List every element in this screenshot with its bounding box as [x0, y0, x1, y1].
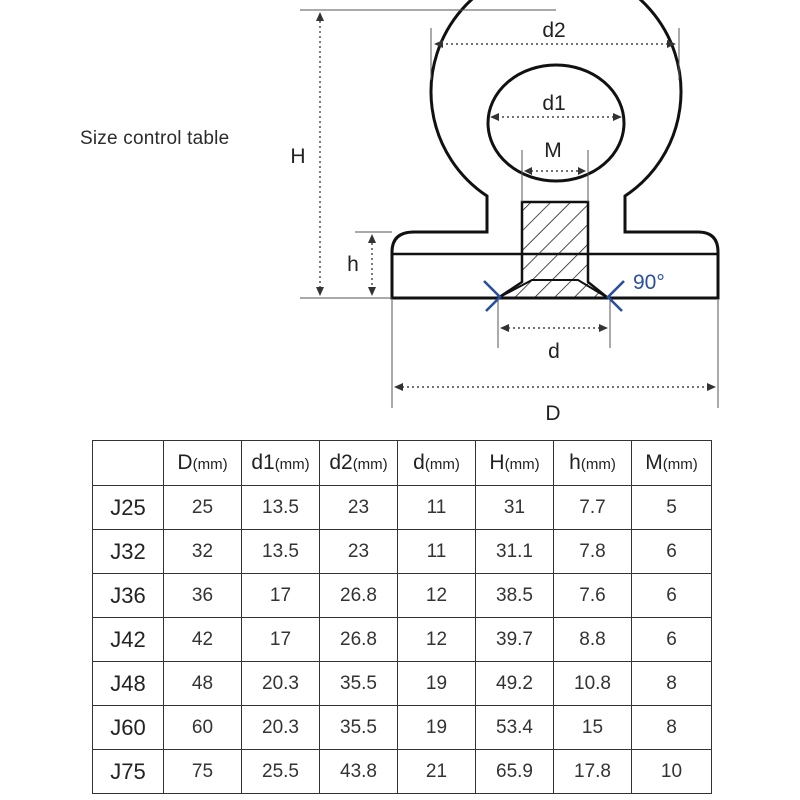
arrow-h-bottom — [368, 287, 376, 296]
cell-d1: 20.3 — [242, 662, 320, 706]
cell-d2: 23 — [320, 530, 398, 574]
cell-D: 25 — [164, 486, 242, 530]
cell-M: 6 — [632, 574, 712, 618]
label-d1: d1 — [542, 92, 566, 115]
caption: Size control table — [80, 128, 230, 149]
cell-d1: 13.5 — [242, 486, 320, 530]
cell-d: 11 — [398, 530, 476, 574]
table-row — [93, 706, 712, 750]
cell-M: 6 — [632, 618, 712, 662]
cell-h: 7.6 — [554, 574, 632, 618]
cell-d2: 26.8 — [320, 574, 398, 618]
ring-hole — [488, 65, 624, 181]
label-D: D — [545, 402, 561, 425]
cell-model: J60 — [93, 706, 164, 750]
table-row — [93, 486, 712, 530]
table-row — [93, 574, 712, 618]
arrow-D-right — [707, 383, 716, 391]
cell-h: 7.8 — [554, 530, 632, 574]
cell-d: 11 — [398, 486, 476, 530]
cell-h: 10.8 — [554, 662, 632, 706]
cell-h: 15 — [554, 706, 632, 750]
cell-model: J36 — [93, 574, 164, 618]
table-row — [93, 618, 712, 662]
cell-D: 36 — [164, 574, 242, 618]
arrow-h-top — [368, 234, 376, 243]
table-header-row — [93, 441, 712, 486]
cell-M: 6 — [632, 530, 712, 574]
cell-model: J75 — [93, 750, 164, 794]
cell-d1: 13.5 — [242, 530, 320, 574]
cell-H: 49.2 — [476, 662, 554, 706]
cell-H: 31.1 — [476, 530, 554, 574]
cell-H: 65.9 — [476, 750, 554, 794]
cell-H: 38.5 — [476, 574, 554, 618]
header-D: D(mm) — [164, 441, 242, 486]
cell-d1: 17 — [242, 574, 320, 618]
arrow-H-bottom — [316, 287, 324, 296]
cell-h: 7.7 — [554, 486, 632, 530]
cell-M: 10 — [632, 750, 712, 794]
cell-M: 5 — [632, 486, 712, 530]
header-d2: d2(mm) — [320, 441, 398, 486]
table-row — [93, 662, 712, 706]
arrow-H-top — [316, 12, 324, 21]
table-row — [93, 750, 712, 794]
cell-d: 19 — [398, 662, 476, 706]
cell-d: 19 — [398, 706, 476, 750]
label-H: H — [290, 145, 306, 168]
cell-d1: 17 — [242, 618, 320, 662]
cell-H: 31 — [476, 486, 554, 530]
table-row — [93, 530, 712, 574]
label-d2: d2 — [542, 19, 566, 42]
cell-D: 60 — [164, 706, 242, 750]
cell-D: 42 — [164, 618, 242, 662]
cell-d2: 26.8 — [320, 618, 398, 662]
header-H: H(mm) — [476, 441, 554, 486]
arrow-D-left — [394, 383, 403, 391]
cell-d: 12 — [398, 618, 476, 662]
label-d: d — [548, 340, 560, 363]
cell-H: 53.4 — [476, 706, 554, 750]
cell-model: J25 — [93, 486, 164, 530]
cell-model: J32 — [93, 530, 164, 574]
cell-d: 12 — [398, 574, 476, 618]
cell-M: 8 — [632, 706, 712, 750]
label-h: h — [347, 253, 359, 276]
cell-D: 75 — [164, 750, 242, 794]
cell-H: 39.7 — [476, 618, 554, 662]
cell-d1: 20.3 — [242, 706, 320, 750]
cell-D: 48 — [164, 662, 242, 706]
arrow-d-right — [599, 324, 608, 332]
cell-d2: 35.5 — [320, 706, 398, 750]
size-table — [92, 440, 712, 794]
label-angle: 90° — [633, 271, 665, 294]
cell-model: J42 — [93, 618, 164, 662]
cell-d2: 35.5 — [320, 662, 398, 706]
cell-D: 32 — [164, 530, 242, 574]
cell-M: 8 — [632, 662, 712, 706]
header-d1: d1(mm) — [242, 441, 320, 486]
cell-d1: 25.5 — [242, 750, 320, 794]
cell-d: 21 — [398, 750, 476, 794]
header-M: M(mm) — [632, 441, 712, 486]
cell-d2: 23 — [320, 486, 398, 530]
cell-h: 17.8 — [554, 750, 632, 794]
cell-d2: 43.8 — [320, 750, 398, 794]
cell-model: J48 — [93, 662, 164, 706]
label-M: M — [544, 139, 562, 162]
header-d: d(mm) — [398, 441, 476, 486]
arrow-d-left — [500, 324, 509, 332]
header-model — [93, 441, 164, 486]
cell-h: 8.8 — [554, 618, 632, 662]
header-h: h(mm) — [554, 441, 632, 486]
